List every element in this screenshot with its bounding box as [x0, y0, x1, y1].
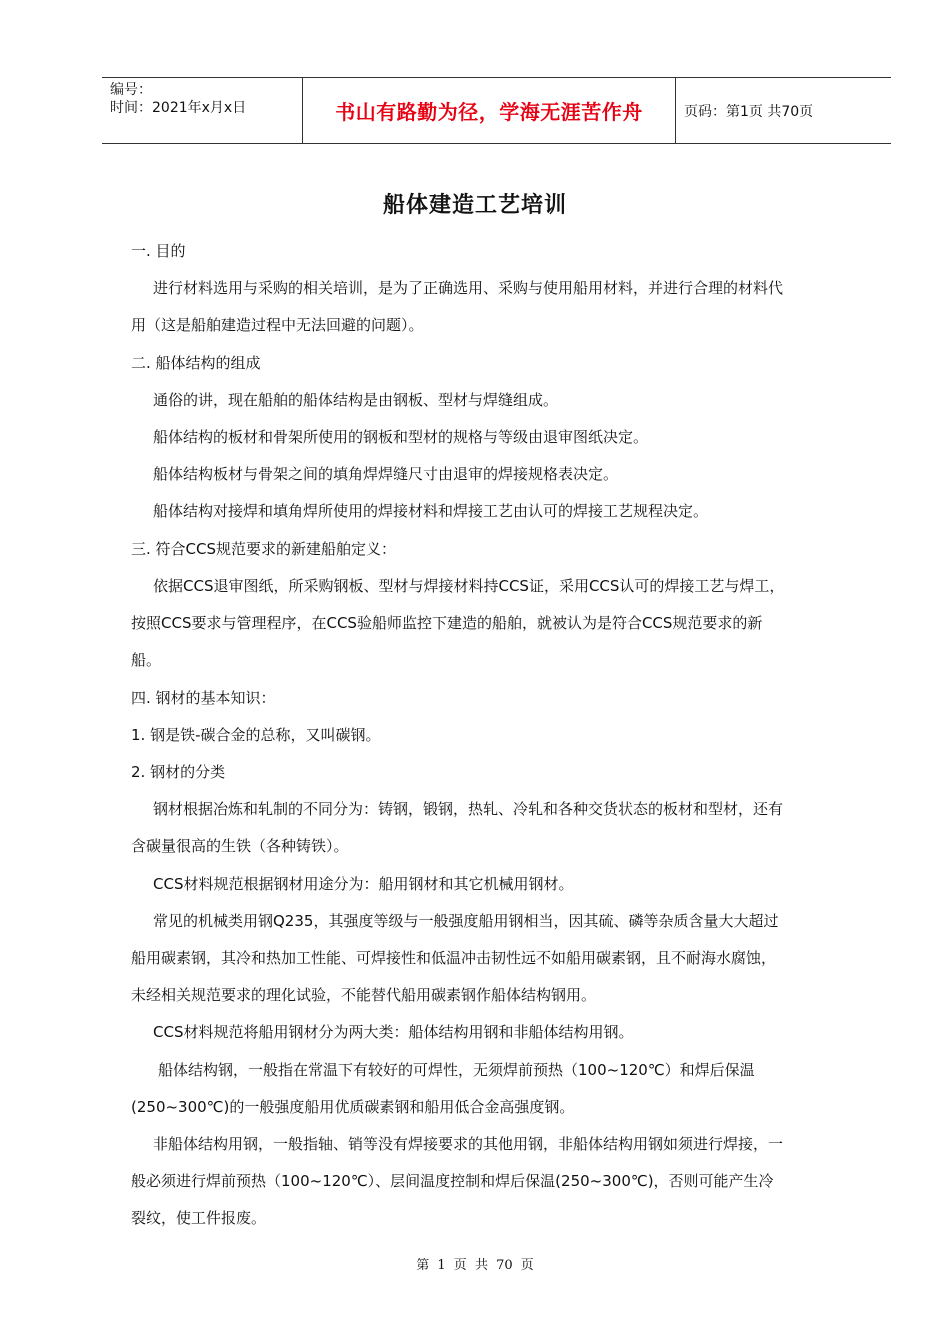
- footer-total-pages: 70: [496, 1258, 513, 1273]
- paragraph-line: 按照CCS要求与管理程序，在CCS验船师监控下建造的船舶，就被认为是符合CCS规范要求的新: [131, 614, 763, 632]
- header-page-info: 页码：第1页 共70页: [684, 103, 814, 120]
- paragraph-line: 依据CCS退审图纸，所采购钢板、型材与焊接材料持CCS证，采用CCS认可的焊接工艺与焊工，: [153, 577, 785, 595]
- paragraph-line: 船体结构钢，一般指在常温下有较好的可焊性，无须焊前预热（100~120℃）和焊后保温: [158, 1061, 755, 1079]
- paragraph-line: 船体结构板材与骨架之间的填角焊焊缝尺寸由退审的焊接规格表决定。: [153, 465, 619, 483]
- paragraph-line: 般必须进行焊前预热（100~120℃）、层间温度控制和焊后保温(250~300℃)，否则可能产生冷: [131, 1172, 774, 1190]
- section-heading: 二. 船体结构的组成: [131, 354, 261, 372]
- paragraph-line: 船体结构的板材和骨架所使用的钢板和型材的规格与等级由退审图纸决定。: [153, 428, 649, 446]
- paragraph-line: 用（这是船舶建造过程中无法回避的问题）。: [131, 316, 424, 334]
- document-code-label: 编号：: [110, 82, 152, 98]
- document-date: 时间：2021年x月x日: [110, 100, 247, 116]
- section-heading: 三. 符合CCS规范要求的新建船舶定义：: [131, 540, 397, 558]
- paragraph-line: 含碳量很高的生铁（各种铸铁）。: [131, 837, 349, 855]
- header-table: [102, 77, 891, 144]
- paragraph-line: 通俗的讲，现在船舶的船体结构是由钢板、型材与焊缝组成。: [153, 391, 559, 409]
- page-footer: [0, 1254, 950, 1273]
- header-meta-cell: [102, 78, 303, 143]
- footer-text: 页: [520, 1258, 534, 1273]
- header-motto-cell: [303, 78, 676, 143]
- paragraph-line: (250~300℃)的一般强度船用优质碳素钢和船用低合金高强度钢。: [131, 1098, 575, 1116]
- footer-text: 页: [453, 1258, 467, 1273]
- paragraph-line: 常见的机械类用钢Q235，其强度等级与一般强度船用钢相当，因其硫、磷等杂质含量大大超过: [153, 912, 779, 930]
- paragraph-line: CCS材料规范根据钢材用途分为：船用钢材和其它机械用钢材。: [153, 875, 574, 893]
- paragraph-line: 船用碳素钢，其冷和热加工性能、可焊接性和低温冲击韧性远不如船用碳素钢，且不耐海水腐蚀，: [131, 949, 777, 967]
- header-page-cell: [676, 78, 891, 143]
- paragraph-line: 船体结构对接焊和填角焊所使用的焊接材料和焊接工艺由认可的焊接工艺规程决定。: [153, 502, 709, 520]
- paragraph-line: 钢材根据冶炼和轧制的不同分为：铸钢，锻钢，热轧、冷轧和各种交货状态的板材和型材，还有: [153, 800, 784, 818]
- paragraph-line: 裂纹，使工件报废。: [131, 1209, 267, 1227]
- section-heading: 四. 钢材的基本知识：: [131, 689, 276, 707]
- header-motto: 书山有路勤为径，学海无涯苦作舟: [335, 100, 643, 124]
- footer-text: 第: [416, 1258, 430, 1273]
- footer-page-number: 1: [437, 1258, 446, 1273]
- paragraph-line: 进行材料选用与采购的相关培训，是为了正确选用、采购与使用船用材料，并进行合理的材料代: [153, 279, 784, 297]
- paragraph-line: CCS材料规范将船用钢材分为两大类：船体结构用钢和非船体结构用钢。: [153, 1023, 634, 1041]
- paragraph-line: 未经相关规范要求的理化试验，不能替代船用碳素钢作船体结构钢用。: [131, 986, 597, 1004]
- paragraph-line: 非船体结构用钢，一般指轴、销等没有焊接要求的其他用钢，非船体结构用钢如须进行焊接，一: [153, 1135, 784, 1153]
- section-heading: 一. 目的: [131, 242, 186, 260]
- footer-text: 共: [474, 1258, 488, 1273]
- document-title: 船体建造工艺培训: [382, 193, 567, 218]
- numbered-item: 1. 钢是铁-碳合金的总称，又叫碳钢。: [131, 726, 381, 744]
- paragraph-line: 船。: [131, 651, 162, 669]
- numbered-item: 2. 钢材的分类: [131, 763, 226, 781]
